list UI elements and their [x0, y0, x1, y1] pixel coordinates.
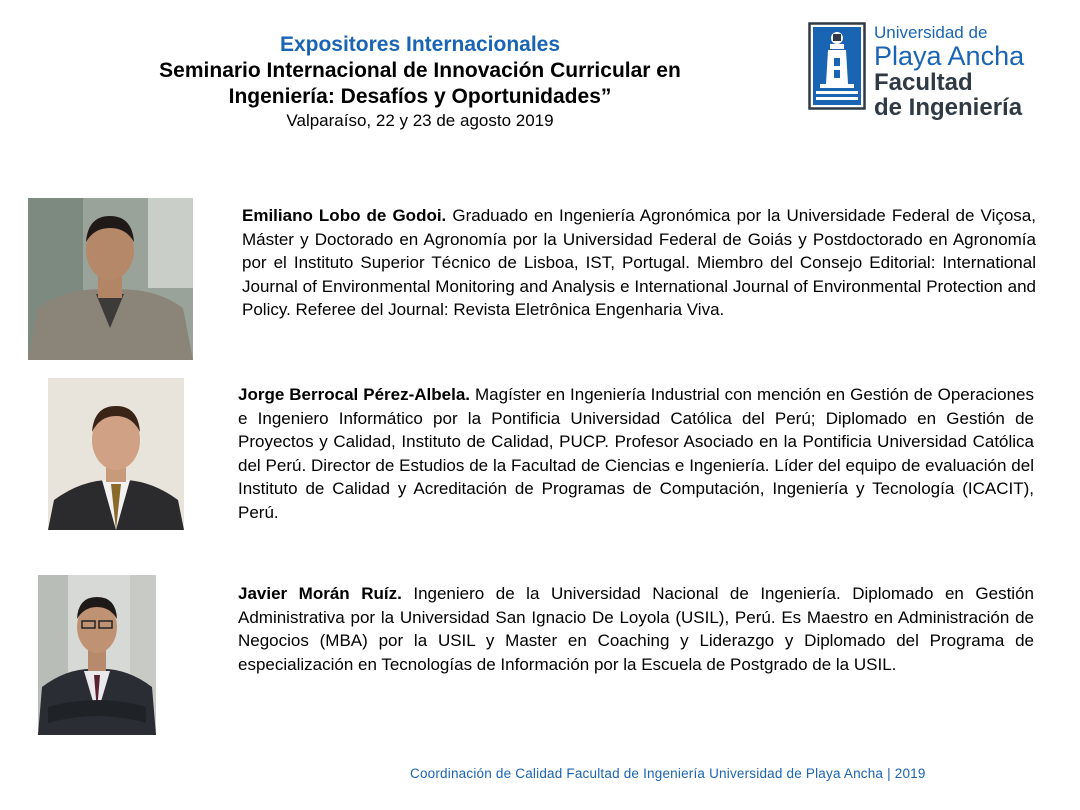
- logo-line-facultad: Facultad: [874, 69, 973, 96]
- logo-line-playa-ancha: Playa Ancha: [874, 41, 1025, 71]
- page-header: [40, 32, 800, 132]
- speaker-photo-javier: [38, 575, 156, 735]
- lighthouse-seal-icon: [808, 22, 866, 110]
- speaker-text-jorge: Magíster en Ingeniería Industrial con mención en Gestión de Operaciones e Ingeniero Informático por la Pontificia Universidad Católica del Perú; Diplomado en Gestión de Proyectos y Calidad, Instituto de Calidad, PUCP. Profesor Asociado en la Pontificia Universidad Católica del Perú. Director de Estudios de la Facultad de Ciencias e Ingeniería. Líder del equipo de evaluación del Instituto de Calidad y Acreditación de Programas de Computación, Ingeniería y Tecnología (ICACIT), Perú.: [238, 385, 1034, 522]
- speaker-name-jorge: Jorge Berrocal Pérez-Albela.: [238, 385, 475, 404]
- logo-line-ingenieria: de Ingeniería: [874, 94, 1023, 121]
- speaker-photo-jorge: [48, 378, 184, 530]
- seminar-title-line2: Ingeniería: Desafíos y Oportunidades”: [228, 85, 612, 108]
- speaker-bio-jorge: [238, 383, 1034, 524]
- speaker-name-emiliano: Emiliano Lobo de Godoi.: [242, 206, 453, 225]
- speaker-bio-javier: [238, 582, 1034, 676]
- speaker-text-javier: Ingeniero de la Universidad Nacional de Ingeniería. Diplomado en Gestión Administrativa por la Universidad San Ignacio De Loyola (USIL), Perú. Es Maestro en Administración de Negocios (MBA) por la USIL y Master en Coaching y Liderazgo y Diplomado del Programa de especialización en Tecnologías de Información por la Escuela de Postgrado de la USIL.: [238, 584, 1034, 674]
- location-date: Valparaíso, 22 y 23 de agosto 2019: [286, 111, 554, 130]
- logo-line-university: Universidad de: [874, 23, 988, 42]
- footer-credit: Coordinación de Calidad Facultad de Ingeniería Universidad de Playa Ancha | 2019: [410, 766, 926, 781]
- speaker-name-javier: Javier Morán Ruíz.: [238, 584, 414, 603]
- seminar-title-line1: Seminario Internacional de Innovación Curricular en: [159, 59, 681, 82]
- university-logo: [808, 22, 1028, 121]
- speaker-bio-emiliano: [242, 204, 1036, 322]
- speaker-photo-emiliano: [28, 198, 193, 360]
- speaker-text-emiliano: Graduado en Ingeniería Agronómica por la Universidade Federal de Viçosa, Máster y Doctorado en Agronomía por la Universidad Federal de Goiás y Postdoctorado en Agronomía por el Instituto Superior Técnico de Lisboa, IST, Portugal. Miembro del Consejo Editorial: International Journal of Environmental Monitoring and Analysis e International Journal of Environmental Protection and Policy. Referee del Journal: Revista Eletrônica Engenharia Viva.: [242, 206, 1036, 319]
- page-title: Expositores Internacionales: [279, 33, 561, 56]
